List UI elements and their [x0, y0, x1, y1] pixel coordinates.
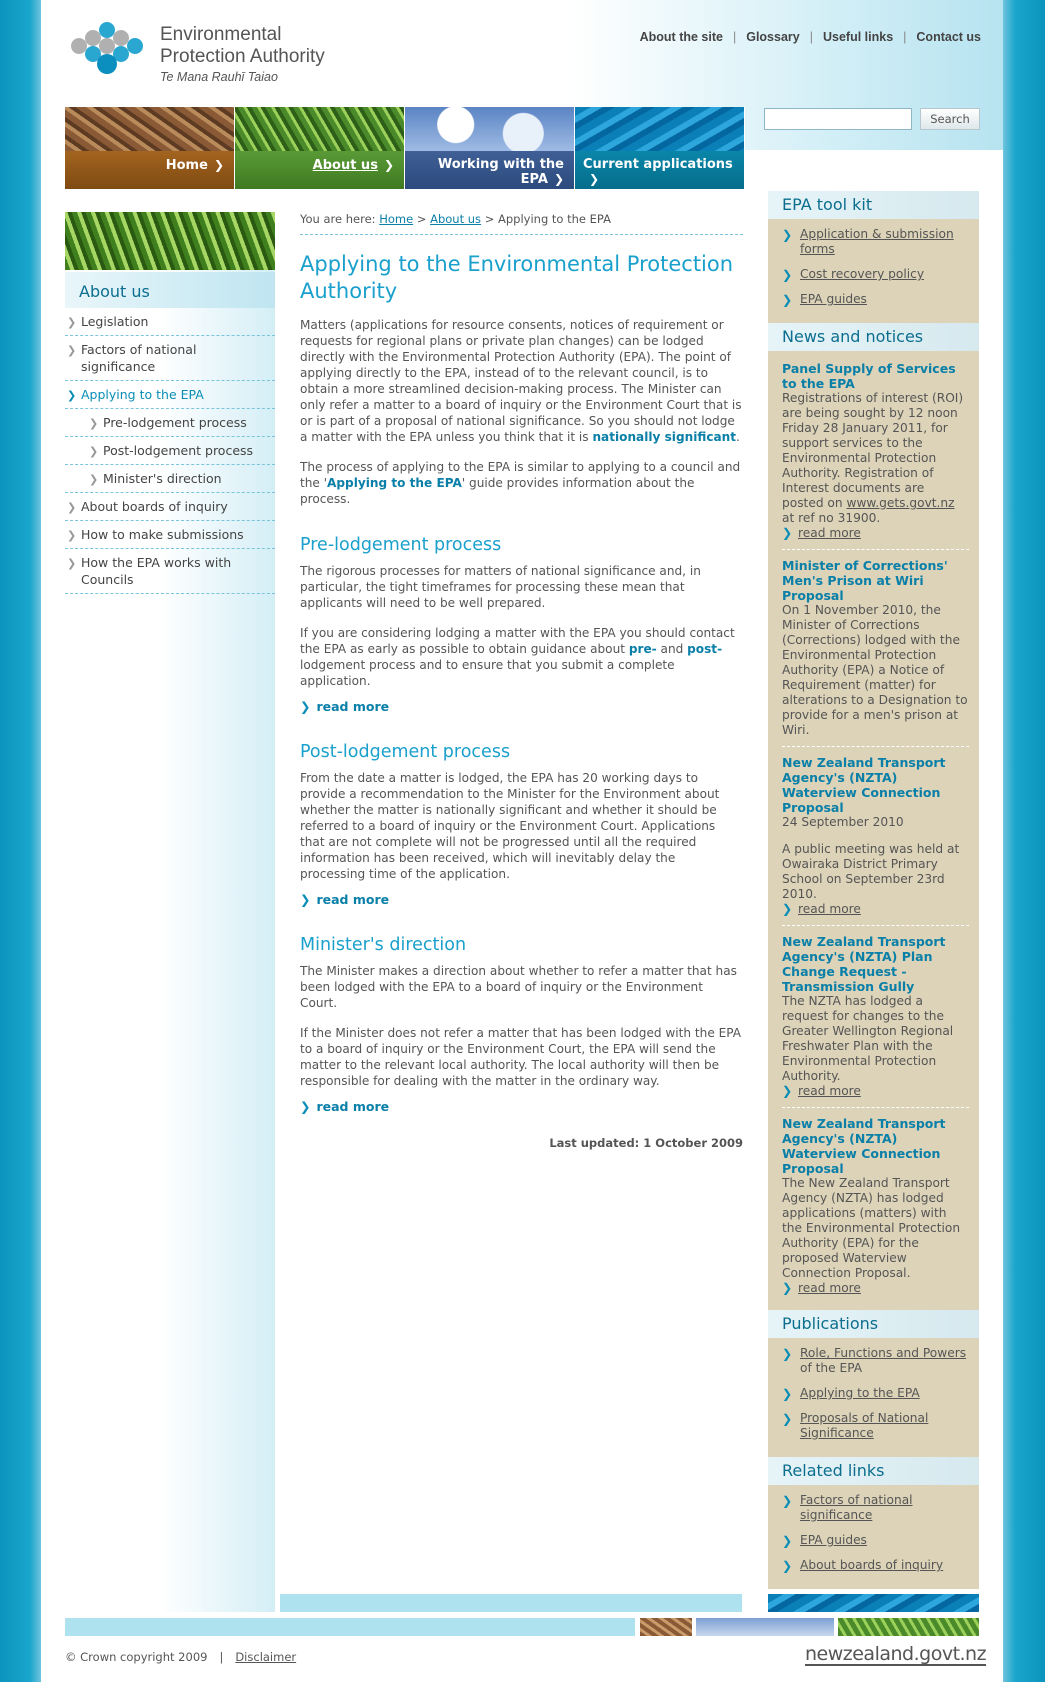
chevron-right-icon: ❯: [67, 501, 77, 514]
footer-strip: [65, 1618, 635, 1636]
chevron-right-icon: ❯: [300, 699, 311, 714]
logo-dots-icon: [65, 22, 149, 82]
news-read-more[interactable]: ❯ read more: [782, 526, 861, 540]
news-item: Panel Supply of Services to the EPA Registrations of interest (ROI) are being sought by 12 noon Friday 28 January 2011, for support services to the Environmental Protection Authority. Registration of Interest documents are posted on www.gets.govt.nz at ref no 31900. ❯ read more: [782, 353, 969, 550]
chevron-right-icon: ❯: [782, 268, 793, 282]
epa-guides-link[interactable]: EPA guides: [800, 292, 867, 306]
search-button[interactable]: Search: [920, 108, 980, 130]
chevron-right-icon: ❯: [782, 1412, 793, 1426]
news-item-date: 24 September 2010: [782, 815, 904, 829]
main-nav: [65, 107, 745, 189]
proposals-link[interactable]: Proposals of National Significance: [800, 1411, 929, 1440]
news-item: New Zealand Transport Agency's (NZTA) Waterview Connection Proposal The New Zealand Transport Agency (NZTA) has lodged applications (matters) with the Environmental Protection Authority (EPA) for the proposed Waterview Connection Proposal. ❯ read more: [782, 1108, 969, 1304]
breadcrumb-about[interactable]: About us: [430, 212, 482, 226]
logo-line-2: Protection Authority: [160, 46, 325, 67]
chevron-right-icon: ❯: [300, 1099, 311, 1114]
chevron-right-icon: ❯: [89, 473, 99, 486]
pre-lodgement-paragraph-1: The rigorous processes for matters of national significance and, in particular, the tight timeframes for processing these mean that applicants will need to be well prepared.: [300, 564, 701, 610]
sidebar-item-post-lodgement[interactable]: ❯ Post-lodgement process: [65, 437, 275, 465]
page: [41, 0, 1003, 1682]
chevron-right-icon: ❯: [782, 1534, 793, 1548]
right-sidebar: [768, 191, 979, 1589]
sidebar-item-boards[interactable]: ❯ About boards of inquiry: [65, 493, 275, 521]
chevron-right-icon: ❯: [782, 902, 793, 916]
left-sidebar: [65, 212, 275, 1612]
news-item-title[interactable]: New Zealand Transport Agency's (NZTA) Waterview Connection Proposal: [782, 1116, 946, 1176]
tab-home-label: Home: [165, 158, 208, 173]
related-guides-link[interactable]: EPA guides: [800, 1533, 867, 1547]
publications-title: Publications: [768, 1310, 979, 1338]
toolkit-box: [768, 219, 979, 323]
ministers-direction-paragraph-1: The Minister makes a direction about whether to refer a matter that has been lodged with the EPA to a board of inquiry or the Environment Court.: [300, 964, 737, 1010]
tab-about-us[interactable]: [235, 107, 405, 189]
sidebar-item-councils[interactable]: ❯ How the EPA works with Councils: [65, 549, 275, 594]
sidebar-item-applying[interactable]: ❯ Applying to the EPA: [65, 381, 275, 409]
search-input[interactable]: [764, 108, 912, 130]
sidebar-title: About us: [65, 272, 275, 308]
ministers-direction-heading: Minister's direction: [300, 935, 467, 955]
gets-link[interactable]: www.gets.govt.nz: [846, 496, 955, 510]
useful-links-link[interactable]: Useful links: [822, 30, 894, 44]
publications-box: ❯ Role, Functions and Powers of the EPA ❯ Applying to the EPA ❯ Proposals of National Significance: [768, 1338, 979, 1457]
chevron-right-icon: ❯: [782, 293, 793, 307]
logo-line-1: Environmental: [160, 24, 282, 45]
tab-apps-image: [575, 107, 744, 151]
chevron-right-icon: ❯: [67, 557, 77, 570]
epa-logo[interactable]: [65, 22, 365, 86]
fern-image: [65, 212, 275, 270]
chevron-right-icon: ❯: [553, 172, 564, 186]
news-item: Minister of Corrections' Men's Prison at Wiri Proposal On 1 November 2010, the Minister of Corrections (Corrections) lodged with the Environmental Protection Authority (EPA) a Notice of Requirement (matter) for alterations to a Designation to provide for a men's prison at Wiri.: [782, 550, 969, 747]
pre-lodgement-paragraph-2: If you are considering lodging a matter with the EPA you should contact the EPA as early as possible to obtain guidance about pre- and post- lodgement process and to ensure that you submit a complete application.: [300, 626, 735, 688]
chevron-right-icon: ❯: [589, 172, 600, 186]
search-form: [764, 108, 980, 130]
tab-work-image: [405, 107, 574, 151]
applying-guide-link[interactable]: Applying to the EPA: [327, 476, 462, 490]
chevron-right-icon: ❯: [782, 1281, 793, 1295]
tab-home-image: [65, 107, 234, 151]
contact-us-link[interactable]: Contact us: [916, 30, 981, 44]
pre-lodgement-read-more[interactable]: ❯ read more: [300, 699, 390, 714]
news-item-title[interactable]: New Zealand Transport Agency's (NZTA) Waterview Connection Proposal: [782, 755, 946, 815]
toolkit-title: EPA tool kit: [768, 191, 979, 219]
footer-fern-image: [838, 1618, 979, 1636]
tab-working-with-epa[interactable]: [405, 107, 575, 189]
ministers-direction-read-more[interactable]: ❯ read more: [300, 1099, 390, 1114]
tab-about-image: [235, 107, 404, 151]
logo-maori-name: Te Mana Rauhī Taiao: [160, 70, 278, 84]
news-item-title[interactable]: Minister of Corrections' Men's Prison at Wiri Proposal: [782, 558, 948, 603]
sidebar-item-factors[interactable]: ❯ Factors of national significance: [65, 336, 275, 381]
ministers-direction-paragraph-2: If the Minister does not refer a matter that has been lodged with the EPA to a board of inquiry or the Environment Court, the EPA will send the matter to the relevant local authority. The local authority will then be responsible for dealing with the matter in the ordinary way.: [300, 1026, 742, 1088]
chevron-right-icon: ❯: [782, 1347, 793, 1361]
related-factors-link[interactable]: Factors of national significance: [800, 1493, 913, 1522]
tab-work-label: Working with the EPA: [437, 157, 564, 187]
post-lodgement-heading: Post-lodgement process: [300, 742, 511, 762]
breadcrumb-home[interactable]: Home: [379, 212, 414, 226]
footer-leaf-image: [640, 1618, 692, 1636]
logo-text: [160, 24, 325, 84]
tab-about-label: About us: [312, 158, 378, 173]
chevron-right-icon: ❯: [67, 316, 77, 329]
chevron-right-icon: ❯: [782, 1387, 793, 1401]
intro-paragraph-1: Matters (applications for resource consents, notices of requirement or requests for regional plans or private plan changes) can be lodged directly with the Environmental Protection Authority (EPA). The point of applying directly to the EPA, instead of to the relevant council, is to obtain a more streamlined decision-making process. The Minister can only refer a matter to a board of inquiry or the Environment Court that is or is part of a proposal of national significance. So you should not lodge a matter with the EPA unless you think that it is nationally significant.: [300, 318, 742, 444]
chevron-right-icon: ❯: [89, 417, 99, 430]
sidebar-item-pre-lodgement[interactable]: ❯ Pre-lodgement process: [65, 409, 275, 437]
sidebar-item-ministers-direction[interactable]: ❯ Minister's direction: [65, 465, 275, 493]
news-item-title[interactable]: Panel Supply of Services to the EPA: [782, 361, 956, 391]
chevron-right-icon: ❯: [300, 892, 311, 907]
tab-current-applications[interactable]: [575, 107, 745, 189]
intro-paragraph-2: The process of applying to the EPA is similar to applying to a council and the 'Applying to the EPA' guide provides information about the process.: [300, 460, 741, 506]
news-title: News and notices: [768, 323, 979, 351]
about-the-site-link[interactable]: About the site: [639, 30, 723, 44]
disclaimer-link[interactable]: Disclaimer: [235, 1650, 297, 1664]
post-link[interactable]: post-: [687, 642, 723, 656]
main-content: [300, 212, 743, 1150]
nz-govt-logo[interactable]: newzealand.govt.nz: [805, 1643, 987, 1665]
chevron-right-icon: ❯: [782, 1559, 793, 1573]
chevron-right-icon: ❯: [89, 445, 99, 458]
page-title: Applying to the Environmental Protection Authority: [300, 252, 734, 303]
sidebar-item-legislation[interactable]: ❯ Legislation: [65, 308, 275, 336]
related-links-title: Related links: [768, 1457, 979, 1485]
news-item-title[interactable]: New Zealand Transport Agency's (NZTA) Plan Change Request - Transmission Gully: [782, 934, 946, 994]
chevron-right-icon: ❯: [782, 1494, 793, 1508]
last-updated: Last updated: 1 October 2009: [549, 1136, 743, 1150]
chevron-down-icon: ❯: [383, 158, 394, 172]
footer-water-image: [768, 1594, 979, 1612]
pre-link[interactable]: pre-: [628, 642, 657, 656]
chevron-right-icon: ❯: [213, 158, 224, 172]
utility-nav: About the site | Glossary | Useful links | Contact us: [639, 30, 981, 44]
related-links-box: [768, 1485, 979, 1589]
applying-pub-link[interactable]: Applying to the EPA: [800, 1386, 920, 1400]
breadcrumb: You are here: Home > About us > Applying to the EPA: [300, 212, 743, 235]
pre-lodgement-heading: Pre-lodgement process: [300, 535, 502, 555]
chevron-right-icon: ❯: [67, 389, 77, 402]
copyright: © Crown copyright 2009 | Disclaimer: [65, 1650, 297, 1664]
glossary-link[interactable]: Glossary: [746, 30, 800, 44]
post-lodgement-read-more[interactable]: ❯ read more: [300, 892, 390, 907]
chevron-right-icon: ❯: [782, 228, 793, 242]
footer-sky-image: [696, 1618, 834, 1636]
news-box: [768, 351, 979, 1310]
footer-strip: [280, 1594, 742, 1612]
news-item: New Zealand Transport Agency's (NZTA) Plan Change Request - Transmission Gully The NZTA has lodged a request for changes to the Greater Wellington Regional Freshwater Plan with the Environmental Protection Authority. ❯ read more: [782, 926, 969, 1108]
chevron-right-icon: ❯: [67, 344, 77, 357]
news-read-more[interactable]: ❯ read more: [782, 902, 861, 916]
news-item: New Zealand Transport Agency's (NZTA) Waterview Connection Proposal 24 September 2010 A public meeting was held at Owairaka District Primary School on September 23rd 2010. ❯ read more: [782, 747, 969, 926]
tab-home[interactable]: [65, 107, 235, 189]
role-functions-link[interactable]: Role, Functions and Powers: [800, 1346, 967, 1360]
chevron-right-icon: ❯: [782, 526, 793, 540]
post-lodgement-paragraph: From the date a matter is lodged, the EPA has 20 working days to provide a recommendation to the Minister for the Environment about whether the matter is nationally significant and whether it should be referred to a board of inquiry or the Environment Court. Applications that are not complete will not be progressed until all the required information has been received, which will inevitably delay the processing time of the application.: [300, 771, 720, 881]
sidebar-item-submissions[interactable]: ❯ How to make submissions: [65, 521, 275, 549]
chevron-right-icon: ❯: [782, 1084, 793, 1098]
forms-link[interactable]: Application & submission forms: [800, 227, 954, 256]
related-boards-link[interactable]: About boards of inquiry: [800, 1558, 944, 1572]
cost-recovery-link[interactable]: Cost recovery policy: [800, 267, 925, 281]
news-read-more[interactable]: ❯ read more: [782, 1084, 861, 1098]
news-read-more[interactable]: ❯ read more: [782, 1281, 861, 1295]
breadcrumb-current: Applying to the EPA: [498, 212, 611, 226]
chevron-right-icon: ❯: [67, 529, 77, 542]
nationally-significant-link[interactable]: nationally significant: [592, 430, 737, 444]
tab-apps-label: Current applications: [583, 157, 733, 172]
